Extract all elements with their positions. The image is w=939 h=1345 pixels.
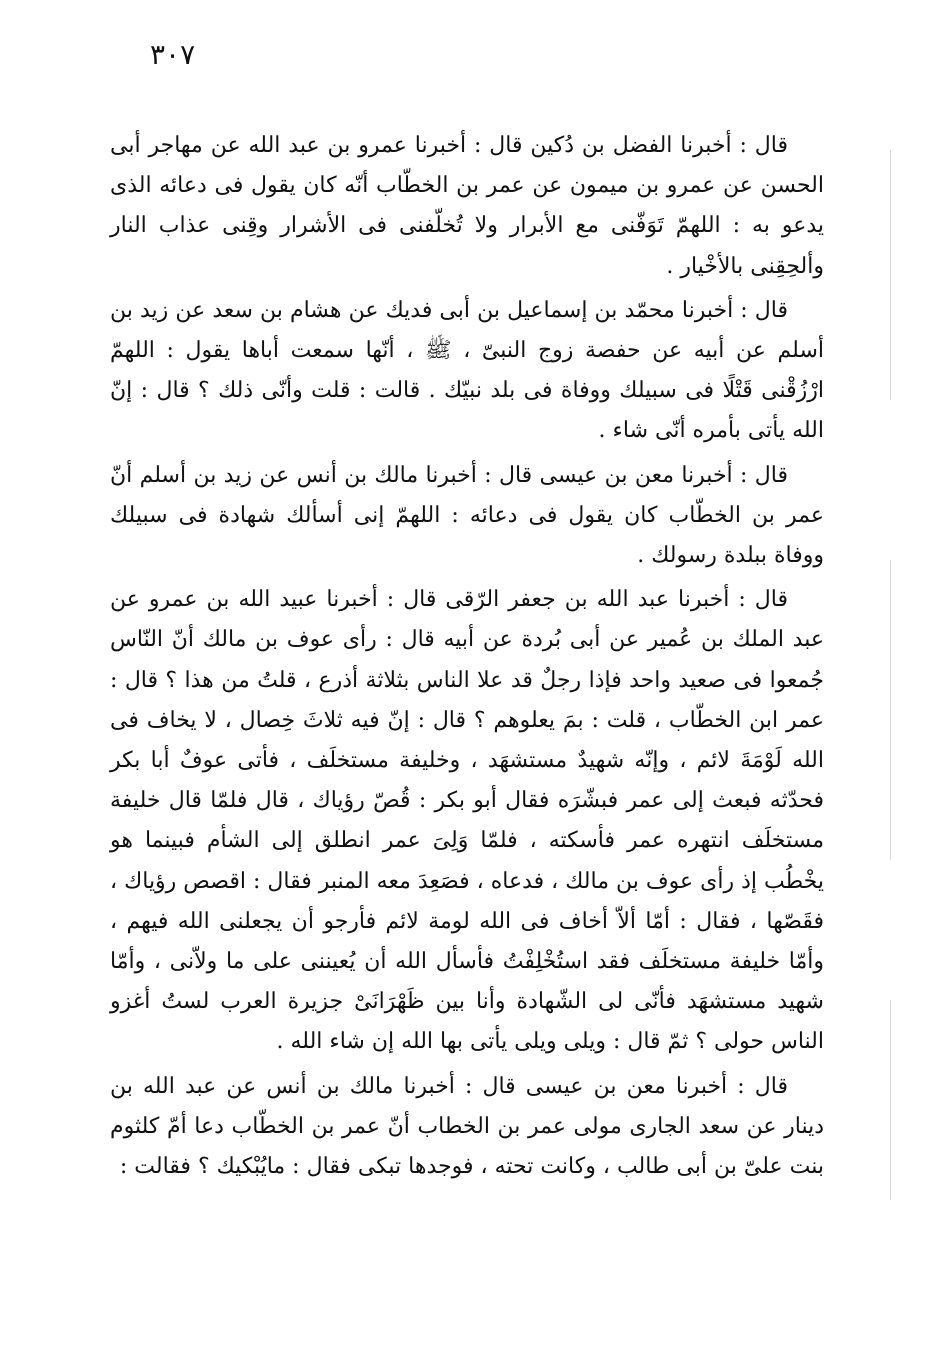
- paragraph-1: قال : أخبرنا الفضل بن دُكين قال : أخبرنا عمرو بن عبد الله عن مهاجر أبى الحسن عن عمرو بن ميمون عن عمر بن الخطّاب أنّه كان يقول فى دعائه الذى يدعو به : اللهمّ تَوَفّنى مع الأبرار ولا تُخلّفنى فى الأشرار وقِنى عذاب النار وألحِقِنى بالأخْيار .: [110, 133, 824, 279]
- scan-edge-line: [890, 150, 891, 400]
- page-number: ٣٠٧: [150, 38, 196, 71]
- scan-edge-line: [890, 1000, 891, 1200]
- paragraph-4: قال : أخبرنا عبد الله بن جعفر الرّقى قال : أخبرنا عبيد الله بن عمرو عن عبد الملك بن عُمير عن أبى بُردة عن أبيه قال : رأى عوف بن مالك أنّ النّاس جُمعوا فى صعيد واحد فإذا رجلٌ قد علا الناس بثلاثة أذرع ، قلتُ من هذا ؟ قال : عمر ابن الخطّاب ، قلت : بمَ يعلوهم ؟ قال : إنّ فيه ثلاثَ خِصال ، لا يخاف فى الله لَوْمَةَ لائم ، وإنّه شهيدٌ مستشهَد ، وخليفة مستخلَف ، فأتى عوفٌ أبا بكر فحدّثه فبعث إلى عمر فبشّرَه فقال أبو بكر : قُصّ رؤياك ، قال فلمّا قال خليفة مستخلَف انتهره عمر فأسكته ، فلمّا وَلِىَ عمر انطلق إلى الشأم فبينما هو يخْطُب إذ رأى عوف بن مالك ، فدعاه ، فصَعِدَ معه المنبر فقال : اقصص رؤياك ، فقَصّها ، فقال : أمّا ألاّ أخاف فى الله لومة لائم فأرجو أن يجعلنى الله فيهم ، وأمّا خليفة مستخلَف فقد استُخْلِفْتُ فأسأل الله أن يُعيننى على ما ولاّنى ، وأمّا شهيد مستشهَد فأنّى لى الشّهادة وأنا بين ظَهْرَانَىْ جزيرة العرب لستُ أغزو الناس حولى ؟ ثمّ قال : ويلى ويلى يأتى بها الله إن شاء الله .: [110, 587, 824, 1055]
- text-body: [110, 126, 824, 1191]
- paragraph-2: قال : أخبرنا محمّد بن إسماعيل بن أبى فديك عن هشام بن سعد عن زيد بن أسلم عن أبيه عن حفصة زوج النبىّ ، ﷺ ، أنّها سمعت أباها يقول : اللهمّ ارْزُقْنى قَتْلًا فى سبيلك ووفاة فى بلد نبيّك . قالت : قلت وأنّى ذلك ؟ قال : إنّ الله يأتى بأمره أنّى شاء .: [110, 297, 824, 444]
- scan-edge-line: [890, 560, 891, 860]
- paragraph-5: قال : أخبرنا معن بن عيسى قال : أخبرنا مالك بن أنس عن عبد الله بن دينار عن سعد الجارى مولى عمر بن الخطاب أنّ عمر بن الخطّاب دعا أمّ كلثوم بنت علىّ بن أبى طالب ، وكانت تحته ، فوجدها تبكى فقال : مايُبْكيك ؟ فقالت :: [110, 1073, 824, 1180]
- paragraph-3: قال : أخبرنا معن بن عيسى قال : أخبرنا مالك بن أنس عن زيد بن أسلم أنّ عمر بن الخطّاب كان يقول فى دعائه : اللهمّ إنى أسألك شهادة فى سبيلك ووفاة ببلدة رسولك .: [110, 462, 824, 569]
